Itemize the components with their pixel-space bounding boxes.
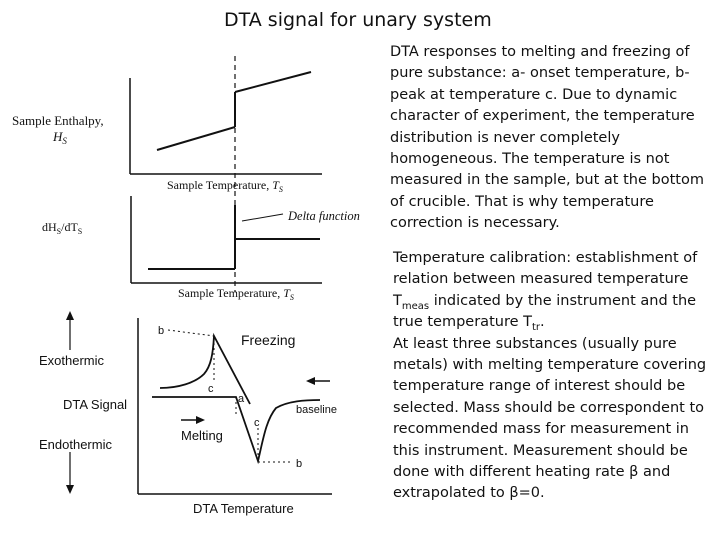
a-label: a (238, 393, 245, 405)
freezing-label: Freezing (241, 332, 296, 348)
endothermic-label: Endothermic (39, 437, 112, 452)
baseline-label: baseline (296, 404, 337, 416)
calibration-end: . (540, 314, 545, 331)
enthalpy-ylabel-var: $H_S$ (53, 129, 67, 146)
dta-signal-diagram (39, 311, 337, 516)
derivative-ylabel: $dH_S/dT_S$ (42, 220, 83, 236)
endothermic-arrow (66, 452, 74, 494)
freezing-curve (160, 336, 250, 404)
enthalpy-diagram (12, 72, 322, 194)
c-bottom-label: c (254, 417, 260, 429)
b-top-label: b (158, 325, 165, 337)
enthalpy-upper-line (235, 72, 311, 92)
description-paragraph: DTA responses to melting and freezing of pure substance: a- onset temperature, b-peak at temperature c. Due to dynamic character of experiment, the temperature distribution is never completely homogeneous. The temperature is not measured in the sample, but at the bottom of crucible. That is why temperature correction is necessary. (390, 44, 704, 232)
derivative-xlabel: Sample Temperature, $T_S$ (178, 286, 294, 302)
b-bottom-label: b (296, 458, 303, 470)
enthalpy-lower-line (157, 127, 235, 150)
cooling-arrow (306, 377, 330, 385)
exothermic-arrow (66, 311, 74, 350)
calibration-rest: At least three substances (usually pure metals) with melting temperature covering temperature range of interest should be selected. Mass should be correspondent to recommended mass for measurement in this instrument. Measurement should be done with different heating rate β and extrapolated to β=0. (393, 335, 707, 502)
heating-arrow (181, 416, 205, 424)
exothermic-label: Exothermic (39, 353, 105, 368)
melting-curve (152, 397, 320, 461)
melting-label: Melting (181, 428, 223, 443)
delta-function-pointer (242, 214, 283, 221)
dta-xlabel: DTA Temperature (193, 501, 294, 516)
c-top-label: c (208, 383, 214, 395)
derivative-diagram (42, 196, 360, 302)
b-top-dotted (168, 330, 214, 336)
enthalpy-xlabel: Sample Temperature, $T_S$ (167, 178, 283, 194)
dta-signal-label: DTA Signal (63, 397, 128, 412)
slide-title: DTA signal for unary system (224, 9, 492, 31)
calibration-mid: indicated by the instrument and the true temperature T (393, 292, 697, 331)
calibration-sub-meas: meas (401, 300, 430, 312)
calibration-intro: Temperature calibration: establishment of relation between measured temperature T (393, 250, 698, 309)
calibration-sub-tr: tr (531, 322, 541, 334)
delta-function-label: Delta function (288, 209, 360, 223)
enthalpy-ylabel: Sample Enthalpy, (12, 113, 104, 128)
